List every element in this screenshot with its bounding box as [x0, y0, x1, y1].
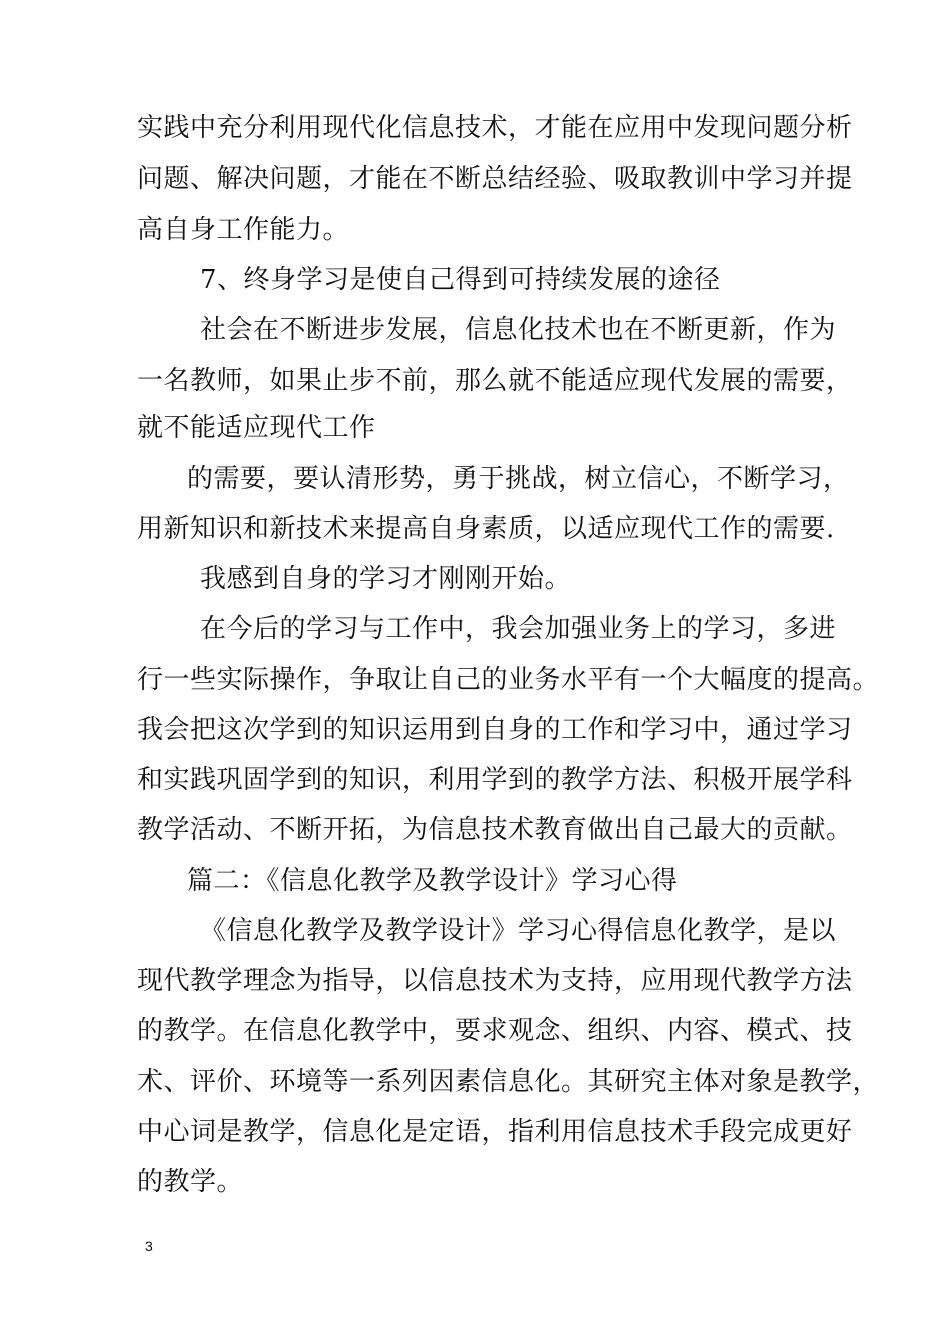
body-text-line: 的需要，要认清形势，勇于挑战，树立信心，不断学习， [187, 464, 850, 494]
body-text-line: 我感到自身的学习才刚刚开始。 [200, 564, 572, 594]
body-text-line: 一名教师，如果止步不前，那么就不能适应现代发展的需要， [137, 366, 853, 396]
body-text-line: 就不能适应现代工作 [137, 413, 376, 443]
body-text-line: 和实践巩固学到的知识，利用学到的教学方法、积极开展学科 [137, 765, 853, 795]
body-text-line: 实践中充分利用现代化信息技术，才能在应用中发现问题分析 [137, 113, 853, 143]
section-heading: 7、终身学习是使自己得到可持续发展的途径 [200, 265, 721, 295]
body-text-line: 《信息化教学及教学设计》学习心得信息化教学，是以 [200, 916, 837, 946]
body-text-line: 术、评价、环境等一系列因素信息化。其研究主体对象是教学， [137, 1067, 880, 1097]
body-text-line: 现代教学理念为指导，以信息技术为支持，应用现代教学方法 [137, 966, 853, 996]
page-number: 3 [145, 1238, 153, 1254]
body-text-line: 教学活动、不断开拓，为信息技术教育做出自己最大的贡献。 [137, 815, 853, 845]
body-text-line: 我会把这次学到的知识运用到自身的工作和学习中，通过学习 [137, 715, 853, 745]
body-text-line: 高自身工作能力。 [137, 215, 350, 245]
body-text-line: 行一些实际操作，争取让自己的业务水平有一个大幅度的提高。 [137, 665, 880, 695]
body-text-line: 在今后的学习与工作中，我会加强业务上的学习，多进 [200, 614, 837, 644]
section-heading: 篇二：《信息化教学及教学设计》学习心得 [187, 866, 678, 896]
body-text-line: 的教学。在信息化教学中，要求观念、组织、内容、模式、技 [137, 1016, 853, 1046]
body-text-line: 社会在不断进步发展，信息化技术也在不断更新，作为 [200, 315, 837, 345]
body-text-line: 中心词是教学，信息化是定语，指利用信息技术手段完成更好 [137, 1117, 853, 1147]
body-text-line: 的教学。 [137, 1167, 244, 1197]
body-text-line: 用新知识和新技术来提高自身素质，以适应现代工作的需要. [137, 514, 835, 544]
body-text-line: 问题、解决问题，才能在不断总结经验、吸取教训中学习并提 [137, 164, 853, 194]
